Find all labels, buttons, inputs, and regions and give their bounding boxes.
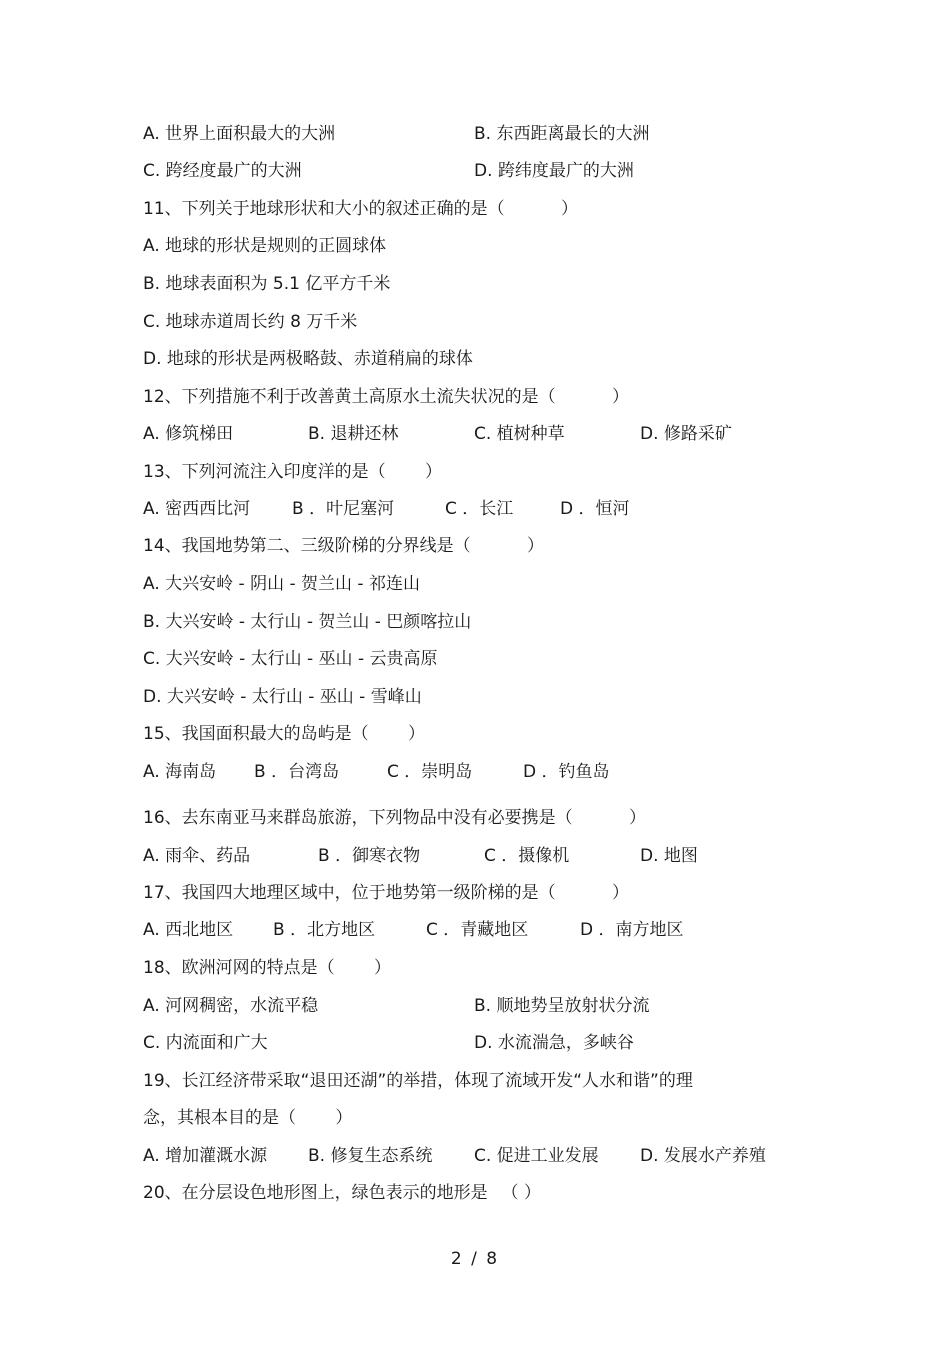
text-line	[0, 1178, 950, 1208]
text-line	[0, 682, 950, 712]
line-text: B. 地球表面积为 5.1 亿平方千米	[143, 274, 391, 294]
option-text: C ．摄像机	[484, 846, 570, 866]
text-line	[0, 878, 950, 908]
line-text: B. 大兴安岭 - 太行山 - 贺兰山 - 巴颜喀拉山	[143, 612, 472, 632]
option-text: C. 跨经度最广的大洲	[143, 161, 302, 181]
text-line	[0, 1141, 950, 1171]
option-text: A. 增加灌溉水源	[143, 1146, 268, 1166]
text-line	[0, 915, 950, 945]
text-line	[0, 194, 950, 224]
line-text: A. 大兴安岭 - 阴山 - 贺兰山 - 祁连山	[143, 574, 420, 594]
text-line	[0, 1028, 950, 1058]
line-text: 17、我国四大地理区域中，位于地势第一级阶梯的是（ ）	[143, 883, 630, 903]
text-line	[0, 419, 950, 449]
line-text: C. 大兴安岭 - 太行山 - 巫山 - 云贵高原	[143, 649, 438, 669]
text-line	[0, 156, 950, 186]
text-line	[0, 231, 950, 261]
option-text: D. 跨纬度最广的大洲	[474, 161, 634, 181]
option-text: A. 河网稠密，水流平稳	[143, 996, 319, 1016]
line-text: D. 大兴安岭 - 太行山 - 巫山 - 雪峰山	[143, 687, 422, 707]
option-text: B ．台湾岛	[254, 762, 340, 782]
option-text: B ．叶尼塞河	[292, 499, 395, 519]
text-line	[0, 841, 950, 871]
option-text: A. 密西西比河	[143, 499, 251, 519]
option-text: C ．青藏地区	[426, 920, 529, 940]
option-text: D. 水流湍急，多峡谷	[474, 1033, 634, 1053]
text-line	[0, 269, 950, 299]
text-line	[0, 644, 950, 674]
line-text: A. 地球的形状是规则的正圆球体	[143, 236, 387, 256]
option-text: B. 修复生态系统	[308, 1146, 433, 1166]
option-text: B. 顺地势呈放射状分流	[474, 996, 650, 1016]
option-text: B. 退耕还林	[308, 424, 399, 444]
line-text: 18、欧洲河网的特点是（ ）	[143, 958, 392, 978]
option-text: B ．御寒衣物	[318, 846, 421, 866]
page-number: 2 / 8	[450, 1249, 500, 1269]
option-text: D ．恒河	[560, 499, 630, 519]
line-text: 15、我国面积最大的岛屿是（ ）	[143, 724, 426, 744]
option-text: C. 植树种草	[474, 424, 565, 444]
option-text: D. 发展水产养殖	[640, 1146, 766, 1166]
line-text: 14、我国地势第二、三级阶梯的分界线是（ ）	[143, 536, 545, 556]
line-text: 念，其根本目的是（ ）	[143, 1108, 353, 1128]
text-line	[0, 991, 950, 1021]
line-text: 13、下列河流注入印度洋的是（ ）	[143, 462, 443, 482]
option-text: D. 地图	[640, 846, 698, 866]
text-line	[0, 307, 950, 337]
text-line	[0, 569, 950, 599]
option-text: D ．钓鱼岛	[523, 762, 610, 782]
line-text: 12、下列措施不利于改善黄土高原水土流失状况的是（ ）	[143, 387, 630, 407]
line-text: 16、去东南亚马来群岛旅游，下列物品中没有必要携是（ ）	[143, 808, 647, 828]
text-line	[0, 1103, 950, 1133]
text-line	[0, 531, 950, 561]
option-text: C. 内流面和广大	[143, 1033, 268, 1053]
text-line	[0, 803, 950, 833]
option-text: A. 海南岛	[143, 762, 217, 782]
option-text: C. 促进工业发展	[474, 1146, 599, 1166]
line-text: 20、在分层设色地形图上，绿色表示的地形是 （ ）	[143, 1183, 541, 1203]
option-text: A. 世界上面积最大的大洲	[143, 124, 336, 144]
text-line	[0, 1066, 950, 1096]
text-line	[0, 382, 950, 412]
option-text: A. 西北地区	[143, 920, 234, 940]
option-text: C ．长江	[445, 499, 514, 519]
text-line	[0, 757, 950, 787]
option-text: B ．北方地区	[273, 920, 376, 940]
line-text: C. 地球赤道周长约 8 万千米	[143, 312, 358, 332]
option-text: D ．南方地区	[580, 920, 684, 940]
text-line	[0, 344, 950, 374]
option-text: B. 东西距离最长的大洲	[474, 124, 650, 144]
option-text: A. 修筑梯田	[143, 424, 234, 444]
text-line	[0, 719, 950, 749]
line-text: 11、下列关于地球形状和大小的叙述正确的是（ ）	[143, 199, 579, 219]
text-line	[0, 607, 950, 637]
text-line	[0, 119, 950, 149]
text-line	[0, 953, 950, 983]
option-text: D. 修路采矿	[640, 424, 732, 444]
text-line	[0, 494, 950, 524]
line-text: 19、长江经济带采取“退田还湖”的举措，体现了流域开发“人水和谐”的理	[143, 1071, 693, 1091]
line-text: D. 地球的形状是两极略鼓、赤道稍扁的球体	[143, 349, 473, 369]
text-line	[0, 457, 950, 487]
option-text: A. 雨伞、药品	[143, 846, 251, 866]
option-text: C ．崇明岛	[387, 762, 473, 782]
